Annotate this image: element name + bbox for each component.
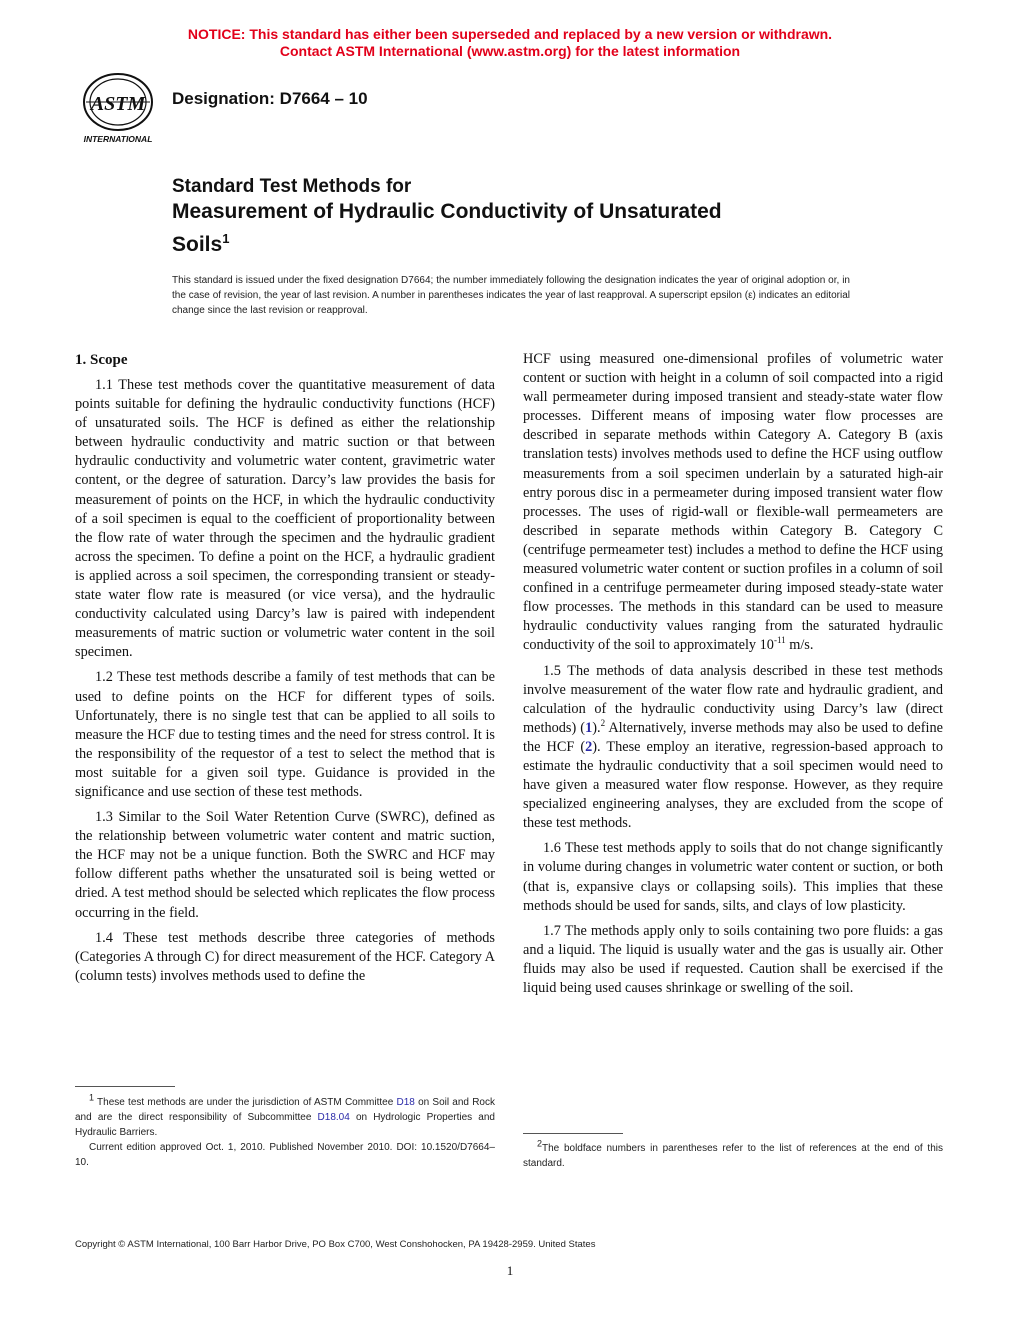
p1-4-end: m/s.	[785, 637, 814, 654]
committee-link-d18[interactable]: D18	[396, 1097, 415, 1108]
footnote-1-c: on Hydrologic Properties and Hydraulic Barriers.	[75, 1112, 495, 1138]
footnote-rule-left	[75, 1086, 175, 1087]
title-line-2: Measurement of Hydraulic Conductivity of Unsaturated	[172, 200, 722, 223]
footnote-2-body: The boldface numbers in parentheses refer to the list of references at the end of this standard.	[523, 1143, 943, 1169]
section-heading-scope: 1. Scope	[75, 352, 128, 368]
footnote-1-edition: Current edition approved Oct. 1, 2010. Published November 2010. DOI: 10.1520/D7664–10.	[75, 1142, 495, 1168]
page-number: 1	[506, 1263, 514, 1278]
footnote-rule-right	[523, 1133, 623, 1134]
reference-link-2[interactable]: 2	[585, 738, 593, 755]
paragraph-1-4-continued	[523, 350, 943, 656]
logo-subtext: INTERNATIONAL	[83, 134, 153, 144]
title-line-1: Standard Test Methods for	[172, 176, 412, 197]
logo-text: ASTM	[90, 93, 146, 115]
p1-4-exponent: -11	[773, 635, 786, 646]
copyright-line: Copyright © ASTM International, 100 Barr Harbor Drive, PO Box C700, West Conshohocken, PA 19428-2959. United States	[75, 1239, 596, 1250]
p1-4-text: HCF using measured one-dimensional profiles of volumetric water content or suction with height in a column of soil compacted into a rigid wall permeameter during imposed transient and steady-state water flow processes. Different means of imposing water flow processes are described in separate methods within Category A. Category B (axis translation tests) involves methods used to define the HCF using outflow measurements from a soil specimen underlain by a saturated high-air entry porous disc in a permeameter during imposed transient water flow processes. The uses of rigid-wall or flexible-wall permeameters are described in separate methods within Category B. Category C (centrifuge permeameter test) includes a method to define the HCF using measured volumetric water content or suction profiles in a column of soil confined in a centrifuge permeameter during imposed steady-state water flow processes. The methods in this standard can be used to measure hydraulic conductivity values ranging from the saturated hydraulic conductivity of the soil to approximately 10	[523, 351, 943, 654]
paragraph-1-1: 1.1 These test methods cover the quantitative measurement of data points suitable for defining the hydraulic conductivity functions (HCF) of unsaturated soils. The HCF is defined as either the relationship between hydraulic conductivity and matric suction or that between hydraulic conductivity and volumetric water content, gravimetric water content, or the degree of saturation. Darcy’s law provides the basis for measurement of points on the HCF, in which the hydraulic conductivity of a soil specimen is equal to the coefficient of proportionality between the flow rate of water through the specimen and the hydraulic gradient across the specimen. To define a point on the HCF, a hydraulic gradient is applied across a soil specimen, the corresponding transient or steady-state water flow rate is measured (or vice versa), and the hydraulic conductivity calculated using Darcy’s law is paired with independent measurements of matric suction or volumetric water content in the soil specimen.	[75, 377, 495, 661]
p1-5-d: ). These employ an iterative, regression-based approach to estimate the hydraulic conductivity that a soil specimen would need to have given a measured water flow response. However, as they require specialized engineering analyses, they are excluded from the scope of these test methods.	[523, 738, 943, 832]
designation: Designation: D7664 – 10	[172, 89, 368, 108]
notice-banner	[0, 26, 1020, 60]
footnote-marker-2[interactable]: 2	[600, 718, 606, 729]
title-line-3	[172, 225, 872, 258]
paragraph-1-7: 1.7 The methods apply only to soils containing two pore fluids: a gas and a liquid. The liquid is usually water and the gas is usually air. Other fluids may also be used if requested. Caution shall be exercised if the liquid being used causes shrinkage or swelling of the soil.	[523, 922, 943, 996]
footnote-2-text	[523, 1138, 943, 1171]
reference-link-1[interactable]: 1	[585, 719, 593, 736]
paragraph-1-4-start: 1.4 These test methods describe three categories of methods (Categories A through C) for direct measurement of the HCF. Category A (column tests) involves methods used to define the	[75, 929, 495, 984]
p1-5-b: ).	[592, 719, 601, 736]
astm-logo	[72, 72, 164, 148]
p1-5-c: Alternatively, inverse methods may also be used to define the HCF (	[523, 719, 944, 755]
paragraph-1-3: 1.3 Similar to the Soil Water Retention Curve (SWRC), defined as the relationship between volumetric water content and matric suction, the HCF may not be a unique function. Both the SWRC and HCF may follow different paths whether the unsaturated soil is being wetted or dried. A test method should be selected which replicates the flow process occurring in the field.	[75, 809, 495, 921]
notice-line-2: Contact ASTM International (www.astm.org) for the latest information	[279, 43, 741, 59]
right-column	[523, 350, 943, 1004]
footnote-2	[523, 1138, 943, 1171]
footnote-1-marker: 1	[89, 1092, 95, 1103]
document-title	[172, 175, 872, 258]
footnote-2-marker: 2	[537, 1138, 543, 1149]
footnote-1-a: These test methods are under the jurisdiction of ASTM Committee	[97, 1097, 397, 1108]
p1-5-a: 1.5 The methods of data analysis described in these test methods involve measurement of the water flow rate and hydraulic gradient, and calculation of the hydraulic conductivity using Darcy’s law (direct methods) (	[523, 662, 943, 736]
issuance-note: This standard is issued under the fixed designation D7664; the number immediately following the designation indicates the year of original adoption or, in the case of revision, the year of last revision. A number in parentheses indicates the year of last reapproval. A superscript epsilon (ε) indicates an editorial change since the last revision or reapproval.	[172, 275, 850, 316]
footnote-1	[75, 1092, 495, 1170]
footnote-1-text	[75, 1092, 495, 1140]
paragraph-1-2: 1.2 These test methods describe a family of test methods that can be used to define points on the HCF for different types of soils. Unfortunately, there is no single test that can be applied to all soils to measure the HCF due to testing times and the need for stress control. It is the responsibility of the requestor of a test to select the method that is most suitable for a given soil type. Guidance is provided in the significance and use section of these test methods.	[75, 669, 495, 800]
subcommittee-link-d18-04[interactable]: D18.04	[317, 1112, 350, 1123]
paragraph-1-6: 1.6 These test methods apply to soils that do not change significantly in volume during changes in volumetric water content or suction, or both (that is, expansive clays or collapsing soils). This implies that these methods should be used for sands, silts, and clays of low plasticity.	[523, 840, 943, 914]
title-line-3-text: Soils	[172, 233, 223, 256]
title-footnote-marker[interactable]: 1	[222, 231, 230, 246]
notice-line-1: NOTICE: This standard has either been superseded and replaced by a new version or withdrawn.	[187, 26, 833, 42]
left-column	[75, 350, 495, 992]
footnote-1-b: on Soil and Rock and are the direct responsibility of Subcommittee	[75, 1097, 495, 1123]
paragraph-1-5	[523, 662, 943, 834]
